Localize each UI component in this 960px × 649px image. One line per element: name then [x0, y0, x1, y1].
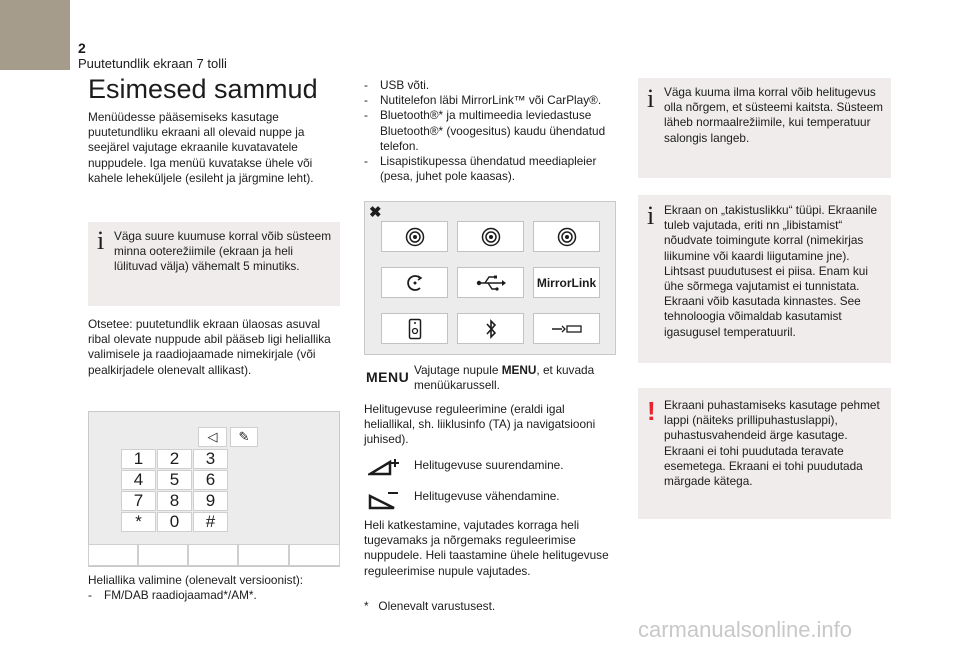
page-title: Esimesed sammud	[88, 74, 318, 104]
list-item: - Bluetooth®* ja multimeedia leviedastuse Bluetooth®* (voogesitus) kaudu ühendatud telefon.	[364, 108, 616, 154]
shortcut-paragraph: Otsetee: puutetundlik ekraan ülaosas asuval ribal olevate nuppude abil pääseb ligi heliallika valimisele ja raadiojaamade nimekirjale (või pealkirjadele olenevalt allikast).	[88, 317, 331, 377]
source-list-2	[364, 78, 616, 184]
mirrorlink-logo: MirrorLink	[533, 267, 600, 298]
info-box-text: Väga suure kuumuse korral võib süsteem minna ooterežiimile (ekraan ja heli lülituvad välja) vähemalt 5 minutiks.	[114, 229, 332, 274]
aux-jack-icon	[533, 313, 600, 344]
pencil-icon: ✎	[230, 427, 258, 447]
screen-bottom-bar	[238, 544, 289, 566]
footnote: * Olenevalt varustusest.	[364, 599, 496, 613]
page-number: 2	[78, 40, 86, 56]
bluetooth-icon	[457, 313, 524, 344]
warning-icon: !	[647, 396, 656, 426]
keypad-key: 2	[157, 449, 192, 469]
phone-icon	[381, 313, 448, 344]
source-list-1	[88, 588, 340, 603]
volume-up-text: Helitugevuse suurendamine.	[414, 458, 564, 472]
chapter-tab	[0, 0, 70, 70]
menu-text: Vajutage nupule	[414, 363, 502, 377]
radio-icon	[533, 221, 600, 252]
menu-text-bold: MENU	[501, 363, 537, 377]
keypad-key: 9	[193, 491, 228, 511]
info-icon: i	[647, 84, 655, 113]
keypad-key: 7	[121, 491, 156, 511]
menu-paragraph	[414, 363, 614, 393]
screen-bottom-bar	[289, 544, 340, 566]
keypad	[121, 427, 258, 538]
volume-up-icon	[368, 456, 400, 478]
keypad-key: #	[193, 512, 228, 532]
keypad-key: 5	[157, 470, 192, 490]
menu-button-label: MENU	[366, 369, 410, 385]
info-icon: i	[97, 226, 105, 255]
keypad-key: 1	[121, 449, 156, 469]
volume-down-text: Helitugevuse vähendamine.	[414, 489, 560, 503]
info-box-volume	[638, 78, 891, 178]
menu-text: , et kuvada menüükarussell.	[414, 363, 595, 393]
section-title: Puutetundlik ekraan 7 tolli	[78, 56, 227, 71]
list-item: - Lisapistikupessa ühendatud meediapleier (pesa, juhet pole kaasas).	[364, 154, 616, 184]
watermark: carmanualsonline.info	[638, 617, 853, 642]
radio-icon	[457, 221, 524, 252]
info-box-heat	[88, 222, 340, 306]
close-icon: ✖	[369, 204, 382, 221]
list-item: - FM/DAB raadiojaamad*/AM*.	[88, 588, 340, 603]
intro-paragraph: Menüüdesse pääsemiseks kasutage puutetundliku ekraani all olevaid nuppe ja seejärel vajutage ekraanile kuvatavatele nuppudele. Iga menüü kuvatakse ühele või kahele leheküljele (esileht ja järgmine leht).	[88, 110, 314, 185]
volume-intro-paragraph: Helitugevuse reguleerimine (eraldi igal heliallikal, sh. liiklusinfo (TA) ja navigatsiooni juhised).	[364, 402, 596, 447]
list-item: - Nutitelefon läbi MirrorLink™ või CarPlay®.	[364, 93, 616, 108]
info-box-text: Ekraan on „takistuslikku“ tüüpi. Ekraanile tuleb vajutada, eriti nn „libistamist“ nõudvate toimingute korral (nimekirjas liikumine või kaardi liigutamine jne). Lihtsast puudutusest ei piisa. Enam kui ühe sõrmega vajutamist ei tunnistata. Ekraani võib kasutada kinnastes. See tehnoloogia võimaldab kasutamist igasugusel temperatuuril.	[664, 203, 878, 339]
warning-box-cleaning	[638, 388, 891, 519]
info-icon: i	[647, 201, 655, 230]
source-heading: Heliallika valimine (olenevalt versioonist):	[88, 573, 304, 587]
screen-bottom-bar	[138, 544, 188, 566]
usb-icon	[457, 267, 524, 298]
keypad-key: 0	[157, 512, 192, 532]
disc-icon	[381, 267, 448, 298]
mute-paragraph: Heli katkestamine, vajutades korraga heli tugevamaks ja nõrgemaks reguleerimise nuppudele. Heli taastamine ühele helitugevuse reguleerimise nupule vajutades.	[364, 518, 609, 578]
warning-box-text: Ekraani puhastamiseks kasutage pehmet lappi (näiteks prillipuhastuslappi), puhastusvahendeid ärge kasutage. Ekraani ei tohi puudutada teravate esemetega. Ekraani ei tohi puudutada märgade kätega.	[664, 398, 880, 489]
screen-bottom-bar	[188, 544, 238, 566]
keypad-key: 8	[157, 491, 192, 511]
keypad-key: 6	[193, 470, 228, 490]
backspace-icon: ◁	[198, 427, 227, 447]
keypad-key: 4	[121, 470, 156, 490]
info-box-screen	[638, 195, 891, 363]
keypad-key: 3	[193, 449, 228, 469]
info-box-text: Väga kuuma ilma korral võib helitugevus olla nõrgem, et süsteemi kaitsta. Süsteem läheb normaalrežiimile, kui temperatuur salongis langeb.	[664, 85, 883, 145]
keypad-key: *	[121, 512, 156, 532]
screen-bottom-bar	[88, 544, 138, 566]
volume-down-icon	[368, 488, 400, 510]
list-item: - USB võti.	[364, 78, 616, 93]
radio-icon	[381, 221, 448, 252]
